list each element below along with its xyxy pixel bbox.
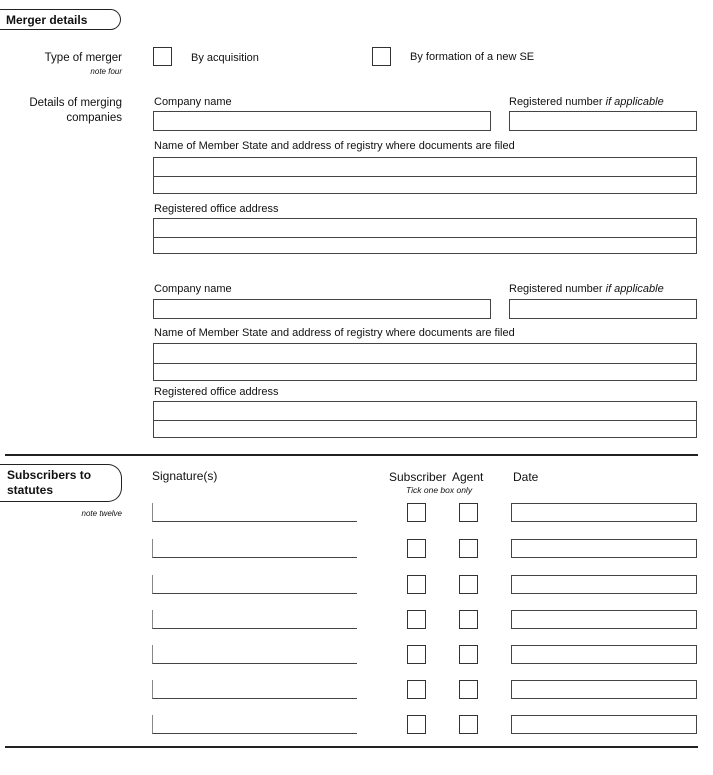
registered-number-field[interactable] — [509, 111, 697, 131]
company-name-label: Company name — [154, 96, 232, 108]
subscriber-checkbox[interactable] — [407, 645, 426, 664]
registered-number-text: Registered number — [509, 283, 603, 295]
section-divider — [5, 454, 698, 456]
agent-checkbox[interactable] — [459, 575, 478, 594]
subscriber-checkbox[interactable] — [407, 715, 426, 734]
details-merging-label — [10, 96, 122, 126]
signature-field[interactable] — [152, 610, 357, 629]
agent-checkbox[interactable] — [459, 715, 478, 734]
signature-header: Signature(s) — [152, 469, 218, 483]
registered-number-label — [509, 96, 664, 108]
bottom-divider — [5, 746, 698, 748]
date-header: Date — [513, 470, 539, 484]
signature-field[interactable] — [152, 575, 357, 594]
by-acquisition-checkbox[interactable] — [153, 47, 172, 66]
subscribers-note: note twelve — [81, 509, 122, 518]
if-applicable-text: if applicable — [605, 96, 664, 108]
signature-field[interactable] — [152, 539, 357, 558]
tick-one-box-note: Tick one box only — [406, 485, 473, 495]
section-title: Merger details — [6, 13, 88, 27]
if-applicable-text: if applicable — [605, 283, 664, 295]
date-field[interactable] — [511, 539, 697, 558]
agent-header: Agent — [452, 470, 484, 484]
details-merging-line-2: companies — [66, 112, 122, 124]
type-of-merger-label: Type of merger — [44, 52, 122, 64]
agent-checkbox[interactable] — [459, 539, 478, 558]
registered-office-field-line-1[interactable] — [153, 218, 697, 238]
registered-number-text: Registered number — [509, 96, 603, 108]
registered-number-field[interactable] — [509, 299, 697, 319]
section-title-line-2: statutes — [7, 483, 54, 497]
section-title-line-1: Subscribers to — [7, 468, 92, 482]
agent-checkbox[interactable] — [459, 503, 478, 522]
by-formation-checkbox[interactable] — [372, 47, 391, 66]
agent-checkbox[interactable] — [459, 645, 478, 664]
subscribers-tab — [0, 464, 122, 502]
registered-office-label: Registered office address — [154, 203, 279, 215]
agent-checkbox[interactable] — [459, 610, 478, 629]
signature-field[interactable] — [152, 503, 357, 522]
company-name-field[interactable] — [153, 111, 491, 131]
member-state-field-line-1[interactable] — [153, 343, 697, 364]
by-acquisition-label: By acquisition — [191, 52, 259, 64]
registered-office-label: Registered office address — [154, 386, 279, 398]
registered-office-field-line-2[interactable] — [153, 237, 697, 254]
date-field[interactable] — [511, 645, 697, 664]
member-state-field-line-1[interactable] — [153, 157, 697, 177]
signature-field[interactable] — [152, 645, 357, 664]
date-field[interactable] — [511, 575, 697, 594]
company-name-label: Company name — [154, 283, 232, 295]
subscriber-checkbox[interactable] — [407, 575, 426, 594]
agent-checkbox[interactable] — [459, 680, 478, 699]
date-field[interactable] — [511, 503, 697, 522]
merger-details-tab — [0, 9, 121, 30]
date-field[interactable] — [511, 680, 697, 699]
by-formation-label: By formation of a new SE — [410, 51, 535, 63]
member-state-field-line-2[interactable] — [153, 363, 697, 381]
date-field[interactable] — [511, 715, 697, 734]
member-state-label: Name of Member State and address of registry where documents are filed — [154, 140, 515, 152]
details-merging-line-1: Details of merging — [29, 97, 122, 109]
type-of-merger-note: note four — [90, 67, 122, 76]
date-field[interactable] — [511, 610, 697, 629]
section-title — [7, 468, 91, 498]
registered-number-label — [509, 283, 664, 295]
company-name-field[interactable] — [153, 299, 491, 319]
subscriber-checkbox[interactable] — [407, 503, 426, 522]
subscriber-checkbox[interactable] — [407, 610, 426, 629]
signature-field[interactable] — [152, 715, 357, 734]
subscriber-header: Subscriber — [389, 470, 447, 484]
subscriber-checkbox[interactable] — [407, 680, 426, 699]
signature-field[interactable] — [152, 680, 357, 699]
member-state-field-line-2[interactable] — [153, 176, 697, 194]
registered-office-field-line-2[interactable] — [153, 420, 697, 438]
registered-office-field-line-1[interactable] — [153, 401, 697, 421]
subscriber-checkbox[interactable] — [407, 539, 426, 558]
member-state-label: Name of Member State and address of registry where documents are filed — [154, 327, 515, 339]
